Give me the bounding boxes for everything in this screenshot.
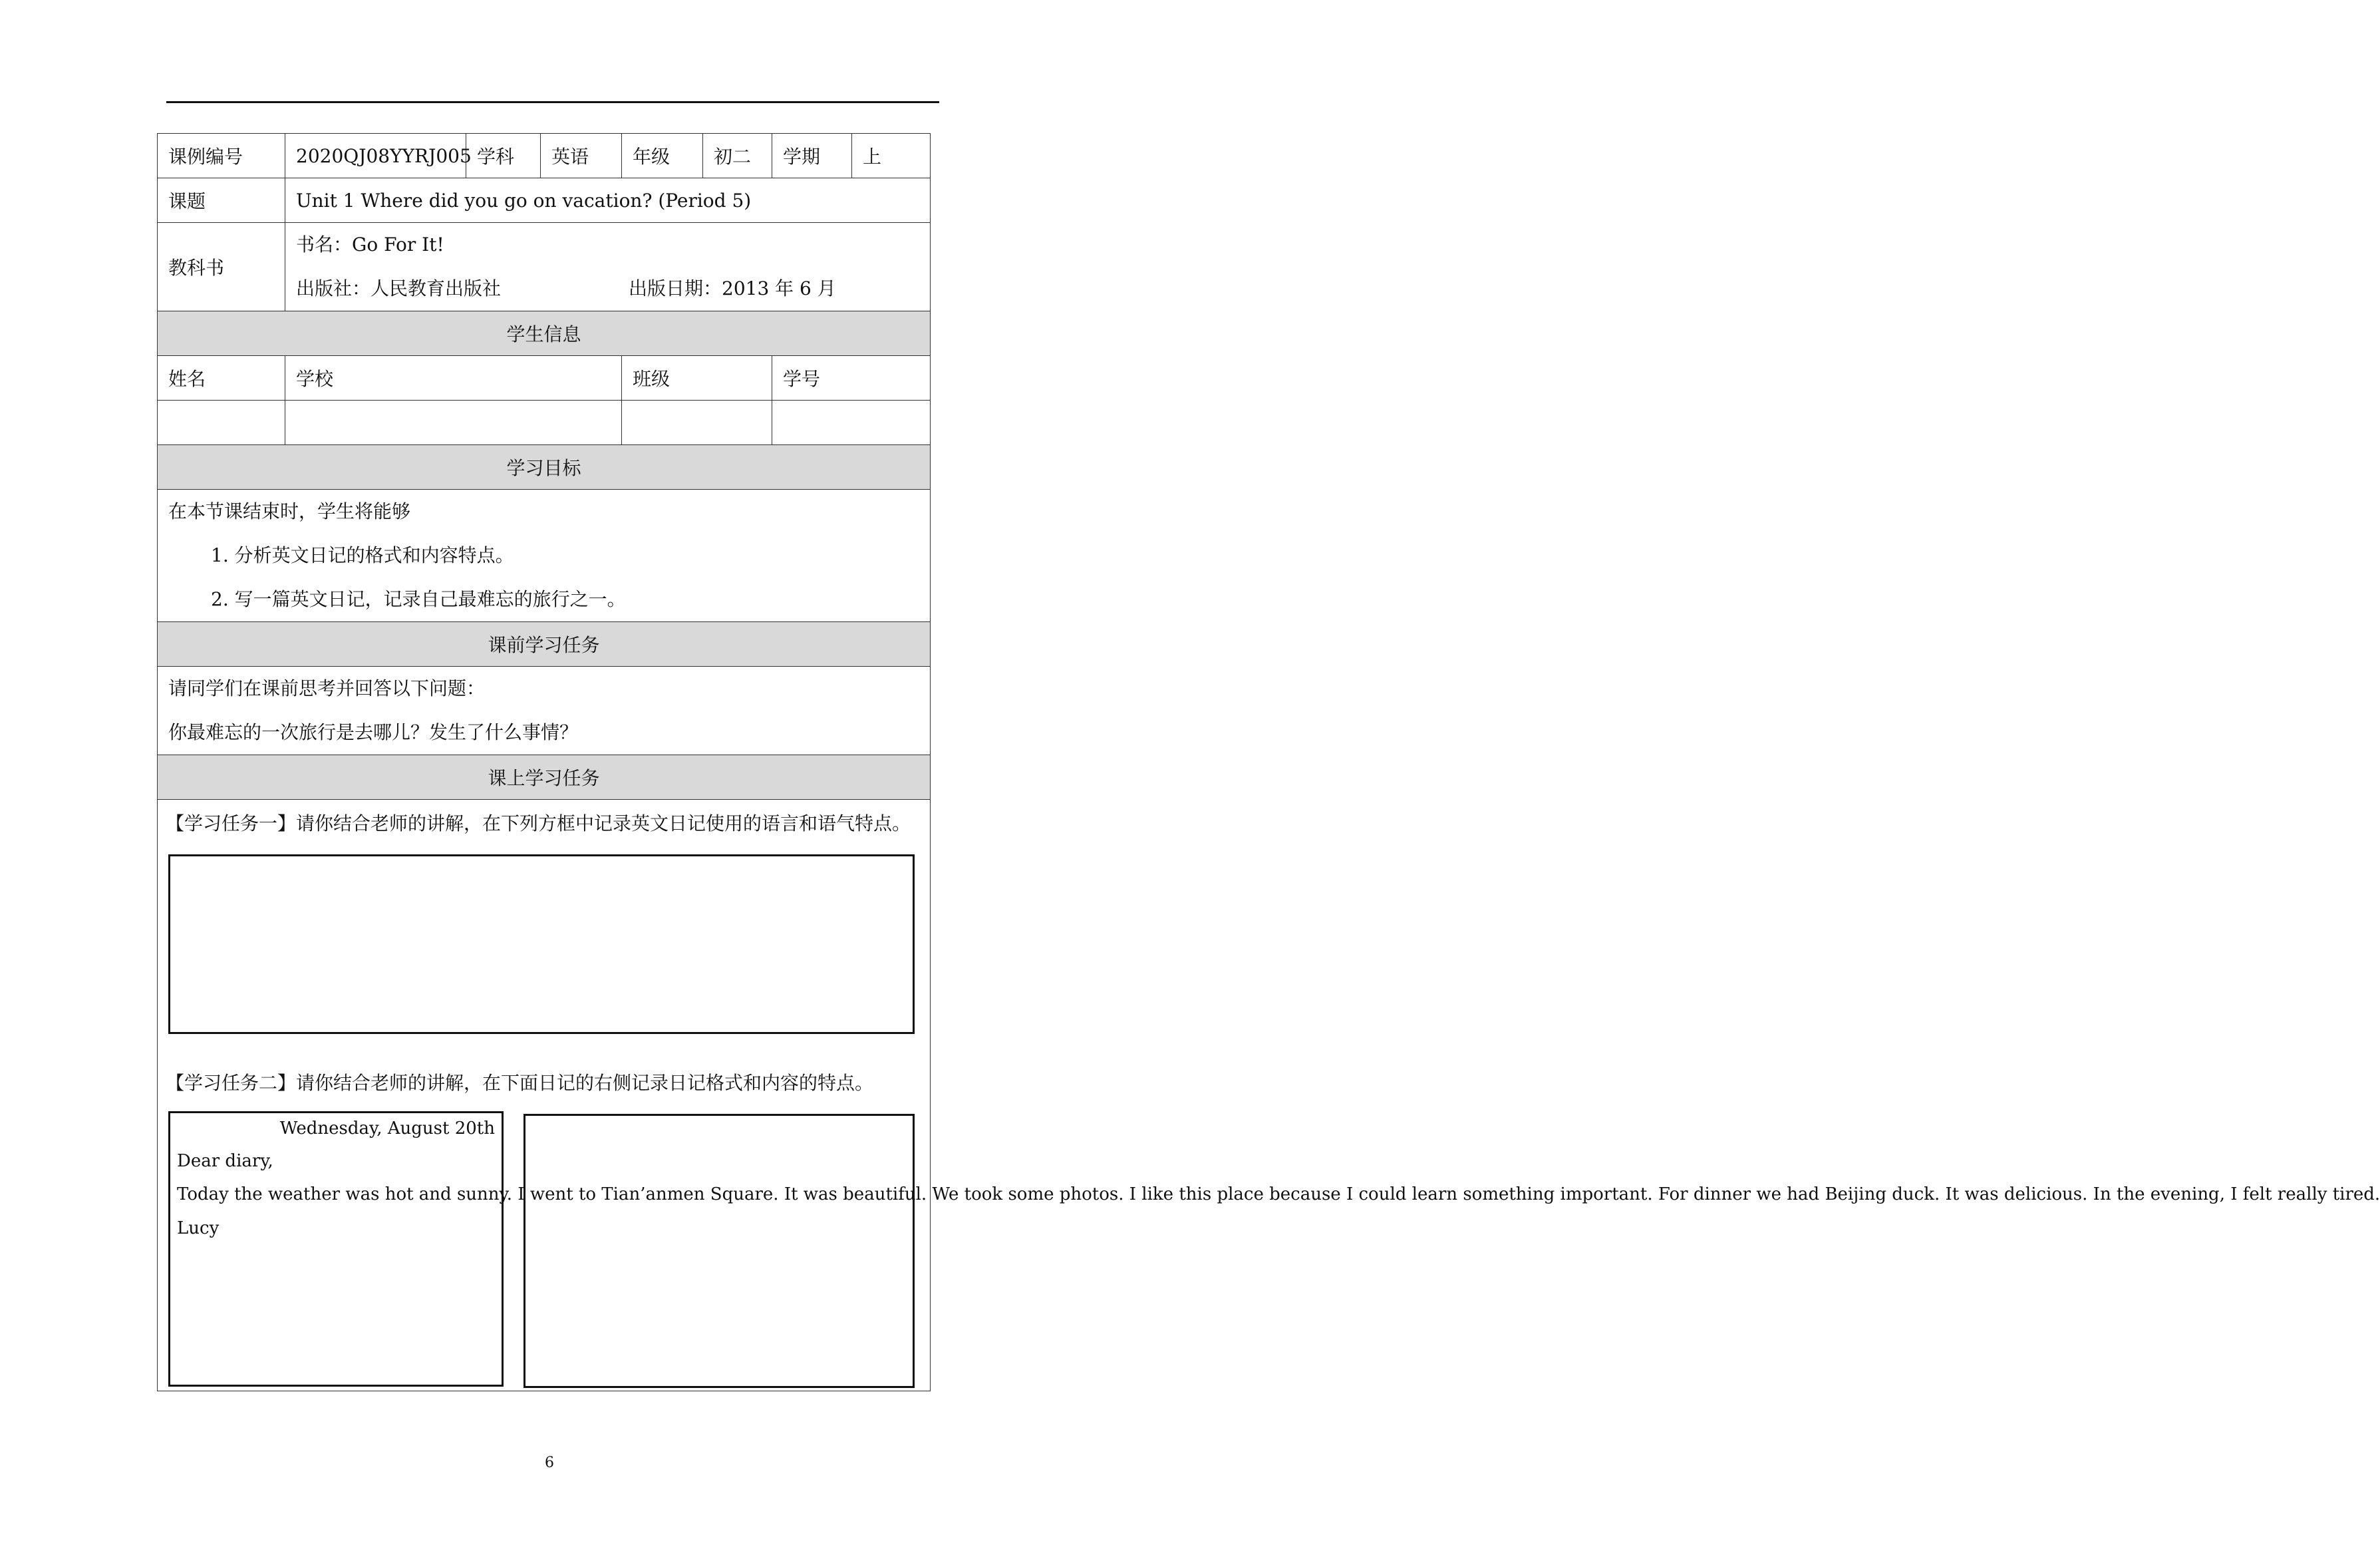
school-label: 学校 [285,356,622,401]
pre-class-line-1: 请同学们在课前思考并回答以下问题： [168,677,486,699]
task-1-instruction: 【学习任务一】请你结合老师的讲解，在下列方框中记录英文日记使用的语言和语气特点。 [166,812,911,834]
task-1-answer-box[interactable] [168,854,915,1034]
pre-class-title: 课前学习任务 [158,622,931,667]
student-id-field[interactable] [772,401,931,445]
lesson-form-table [157,133,2380,1391]
publish-date: 出版日期：2013 年 6 月 [629,277,836,299]
diary-signature: Lucy [177,1218,220,1238]
topic-label: 课题 [158,178,285,223]
name-field[interactable] [158,401,285,445]
textbook-label: 教科书 [158,223,285,311]
textbook-row [158,223,931,311]
publisher-line [296,267,919,311]
in-class-content [158,800,2380,1391]
name-label: 姓名 [158,356,285,401]
pre-class-content-row [158,667,931,755]
student-info-title: 学生信息 [158,311,931,356]
diary-greeting: Dear diary, [177,1150,273,1171]
class-field[interactable] [622,401,772,445]
page-number: 6 [545,1455,554,1471]
pre-class-header-row [158,622,931,667]
pre-class-line-2: 你最难忘的一次旅行是去哪儿？发生了什么事情？ [168,721,579,743]
objective-item-1: 1. 分析英文日记的格式和内容特点。 [211,544,514,566]
student-info-input-row [158,401,931,445]
school-field[interactable] [285,401,622,445]
objectives-title: 学习目标 [158,445,931,490]
objectives-header-row [158,445,931,490]
publisher: 出版社：人民教育出版社 [296,277,502,299]
diary-sample [168,1111,2380,1387]
pre-class-content [158,667,931,755]
topic-value: Unit 1 Where did you go on vacation? (Period 5) [285,178,931,223]
diary-body: Today the weather was hot and sunny. I went to Tian’anmen Square. It was beautiful. We took some photos. I like this place because I could learn something important. For dinner we had Beijing duck. It was delicious. In the evening, I felt really tired. [177,1184,2380,1204]
class-label: 班级 [622,356,772,401]
textbook-details [285,223,931,311]
course-id-label: 课例编号 [158,134,285,178]
in-class-title: 课上学习任务 [158,755,931,800]
course-info-row [158,134,931,178]
term-label: 学期 [772,134,852,178]
topic-row [158,178,931,223]
course-id-value: 2020QJ08YYRJ005 [285,134,466,178]
header-rule [166,101,939,103]
subject-value: 英语 [541,134,622,178]
in-class-content-row [158,800,931,1391]
grade-label: 年级 [622,134,703,178]
objectives-content-row [158,490,931,622]
student-id-label: 学号 [772,356,931,401]
task-2-answer-box[interactable] [523,1114,915,1388]
book-name: 书名：Go For It! [296,234,444,256]
objectives-intro: 在本节课结束时，学生将能够 [168,500,411,522]
subject-label: 学科 [466,134,541,178]
student-info-header-row [158,311,931,356]
grade-value: 初二 [703,134,772,178]
task-2-instruction: 【学习任务二】请你结合老师的讲解，在下面日记的右侧记录日记格式和内容的特点。 [166,1072,874,1094]
student-info-label-row [158,356,931,401]
objective-item-2: 2. 写一篇英文日记，记录自己最难忘的旅行之一。 [211,588,626,610]
term-value: 上 [852,134,931,178]
in-class-header-row [158,755,931,800]
diary-date: Wednesday, August 20th [279,1119,495,1138]
objectives-content [158,490,931,622]
